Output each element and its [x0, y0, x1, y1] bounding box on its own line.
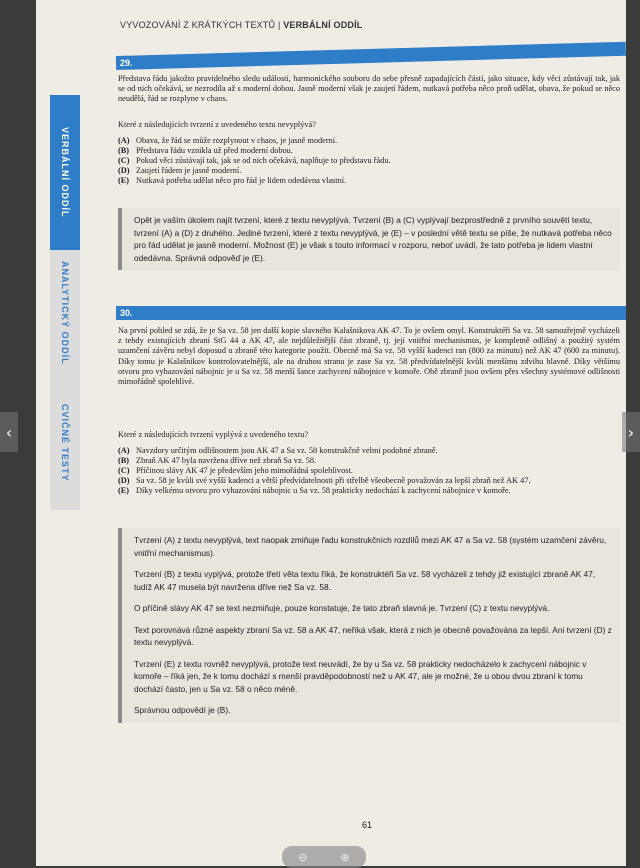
explanation-d: Text porovnává různé aspekty zbraní Sa vz. 58 a AK 47, neříká však, která z nich je obecně považována za lepší. Ani tvrzení (D) z textu nevyplývá.: [134, 624, 612, 647]
option-b: (B) Zbraň AK 47 byla navržena dříve než zbraň Sa vz. 58.: [118, 456, 317, 465]
option-c: (C) Pokud věci zůstávají tak, jak se od nich očekává, naplňuje to představu řádu.: [118, 156, 391, 165]
viewer-toolbar: [282, 846, 366, 868]
prev-page-button[interactable]: [0, 412, 18, 452]
header-subsection: VERBÁLNÍ ODDÍL: [283, 20, 363, 30]
page-number: 61: [362, 820, 373, 830]
answer-line: Správnou odpovědí je (B).: [134, 705, 231, 715]
book-page: [36, 0, 626, 866]
chevron-left-icon: ‹: [5, 422, 13, 442]
question-30-explanation: [118, 528, 620, 723]
header-section: VYVOZOVÁNÍ Z KRÁTKÝCH TEXTŮ |: [120, 20, 281, 30]
chevron-right-icon: ›: [627, 422, 635, 442]
running-header: [120, 20, 363, 30]
option-a: (A) Navzdory určitým odlišnostem jsou AK 47 a Sa vz. 58 konstrukčně velmi podobné zbraně.: [118, 446, 438, 455]
option-a: (A) Obava, že řád se může rozplynout v chaos, je jasně moderní.: [118, 136, 338, 145]
question-30-options: [118, 446, 618, 496]
explanation-e: Tvrzení (E) z textu rovněž nevyplývá, protože text neuvádí, že by u Sa vz. 58 prakticky nedocházelo k zachycení nábojnic v komoře – říká jen, že k tomu dochází s menší pravděpodobností než u AK 47, ale je možné, že u obou dvou zbraní k tomu dochází často, jen u Sa vz. 58 o něco méně.: [134, 658, 587, 694]
zoom-in-icon[interactable]: ⊕: [340, 850, 350, 864]
question-30-bar: [116, 306, 626, 320]
question-30-number: 30.: [120, 308, 133, 318]
question-29-prompt: Které z následujících tvrzení z uvedeného textu nevyplývá?: [118, 120, 316, 129]
explanation-c: O příčině slávy AK 47 se text nezmiňuje, pouze konstatuje, že tato zbraň slavná je. Tvrzení (C) z textu nevyplývá.: [134, 603, 550, 613]
option-e: (E) Díky velkému otvoru pro vyhazování nábojnic u Sa vz. 58 prakticky nedochází k zachycení nábojnice v komoře.: [118, 486, 511, 495]
side-tab-practice[interactable]: CVIČNÉ TESTY: [50, 375, 80, 510]
option-d: (D) Sa vz. 58 je kvůli své vyšší kadenci a větší předvídatelnosti při střelbě všeobecně považován za lepší zbraň než AK 47.: [118, 476, 531, 485]
side-tab-analytic[interactable]: ANALYTICKÝ ODDÍL: [50, 250, 80, 375]
zoom-out-icon[interactable]: ⊖: [298, 850, 308, 864]
option-e: (E) Nutkavá potřeba udělat něco pro řád je lidem odedávna vlastní.: [118, 176, 347, 185]
explanation-b: Tvrzení (B) z textu vyplývá, protože třetí věta textu říká, že konstruktéři Sa vz. 58 vycházeli z tehdy již existující zbraně AK 47, tudíž AK 47 musela být navržena dříve než Sa vz. 58.: [134, 569, 596, 592]
question-29-bar: [116, 42, 626, 70]
question-29-options: [118, 136, 618, 186]
side-tab-verbal[interactable]: VERBÁLNÍ ODDÍL: [50, 95, 80, 250]
option-c: (C) Příčinou slávy AK 47 je především jeho mimořádná spolehlivost.: [118, 466, 353, 475]
option-d: (D) Zaujetí řádem je jasně moderní.: [118, 166, 242, 175]
question-29-number: 29.: [120, 58, 133, 68]
question-30-prompt: Které z následujících tvrzení vyplývá z uvedeného textu?: [118, 430, 309, 439]
next-page-button[interactable]: [622, 412, 640, 452]
question-29-explanation: Opět je vaším úkolem najít tvrzení, které z textu nevyplývá. Tvrzení (B) a (C) vyplývají bezprostředně z prvního souvětí textu, tvrzení (A) a (D) z druhého. Jediné tvrzení, které z textu nevyplývá, je (E) – v poslední větě textu se píše, že nutkavá potřeba něco pro řád udělat je jasně moderní. Možnost (E) je však s touto informací v rozporu, neboť uvádí, že tato potřeba je lidem vlastní odedávna. Správná odpověď je (E).: [118, 208, 620, 270]
option-b: (B) Představa řádu vznikla už před moderní dobou.: [118, 146, 293, 155]
question-29-text: Představa řádu jakožto pravidelného sledu událostí, harmonického souboru do sebe přesně zapadajících částí, jako situace, kdy věci zůstávají tak, jak se od nich očekává, se nezrodila až s moderní dobou. Jasně moderní však je zaujetí řádem, nutkavá potřeba něco proň udělat, obava, že pokud se něco neudělá, řád se rozplyne v chaos.: [118, 74, 620, 104]
explanation-a: Tvrzení (A) z textu nevyplývá, text naopak zmiňuje řadu konstrukčních rozdílů mezi AK 47 a Sa vz. 58 (systém uzamčení závěru, vnitřní mechanismus).: [134, 535, 607, 558]
question-30-text: Na první pohled se zdá, že je Sa vz. 58 jen další kopie slavného Kalašnikova AK 47. To je ovšem omyl. Konstruktéři Sa vz. 58 samozřejmě vycházeli z tehdy existujících zbraní StG 44 a AK 47, ale nejdůležitější část zbraně, tj. její vnitřní mechanismus, je kompletně odlišný a použitý systém uzamčení závěru nebyl doposud u zbraně této kategorie použit. Obecně má Sa vz. 58 vyšší kadenci ran (800 za minutu) než AK 47 (600 za minutu). Díky tomu je Kalašnikov kontrolovatelnější, ale na druhou stranu je zase Sa vz. 58 předvídatelnější kvůli menšímu zdvihu hlavně. Díky většímu otvoru pro vyhazování nábojnic je u Sa vz. 58 menší šance zachycení nábojnice v komoře. Obě zbraně jsou ovšem přes všechny systémové odlišnosti mimořádně spolehlivé.: [118, 326, 620, 387]
